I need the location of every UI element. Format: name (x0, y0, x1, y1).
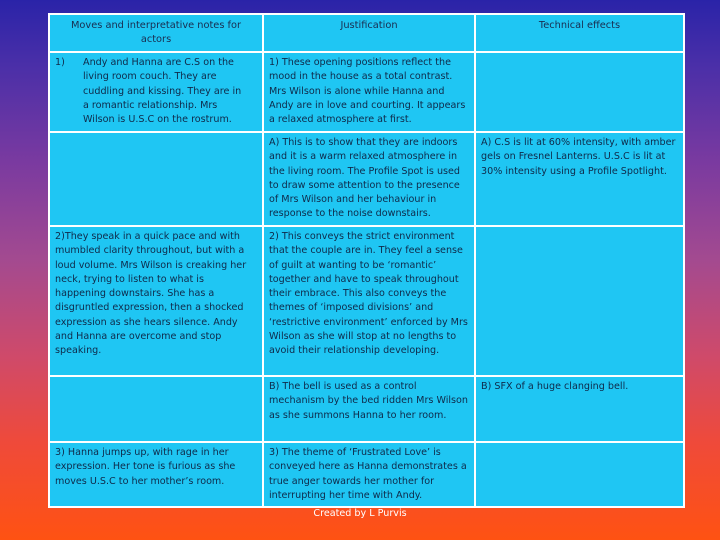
moves-cell: 3) Hanna jumps up, with rage in her expression. Her tone is furious as she moves U.S.C to her mother’s room. (49, 442, 263, 507)
technical-cell: A) C.S is lit at 60% intensity, with amber gels on Fresnel Lanterns. U.S.C is lit at 30% intensity using a Profile Spotlight. (475, 132, 684, 226)
justification-cell: B) The bell is used as a control mechanism by the bed ridden Mrs Wilson as she summons Hanna to her room. (263, 376, 475, 442)
table-row (49, 132, 684, 226)
moves-cell (49, 52, 263, 132)
header-justification: Justification (263, 14, 475, 52)
technical-cell (475, 226, 684, 376)
moves-number: 1) (55, 57, 65, 68)
table-row (49, 226, 684, 376)
header-technical: Technical effects (475, 14, 684, 52)
table-row (49, 376, 684, 442)
justification-cell: 3) The theme of ‘Frustrated Love’ is conveyed here as Hanna demonstrates a true anger towards her mother for interrupting her time with Andy. (263, 442, 475, 507)
table-row (49, 52, 684, 132)
notes-table (48, 13, 685, 508)
justification-cell: A) This is to show that they are indoors and it is a warm relaxed atmosphere in the living room. The Profile Spot is used to draw some attention to the presence of Mrs Wilson and her behaviour in response to the noise downstairs. (263, 132, 475, 226)
header-row (49, 14, 684, 52)
moves-cell (49, 376, 263, 442)
justification-cell: 2) This conveys the strict environment that the couple are in. They feel a sense of guilt at wanting to be ‘romantic’ together and have to speak throughout their embrace. This also conveys the themes of ‘imposed divisions’ and ‘restrictive environment’ enforced by Mrs Wilson as she will stop at no lengths to avoid their relationship developing. (263, 226, 475, 376)
header-moves: Moves and interpretative notes for actors (49, 14, 263, 52)
author-credit: Created by L Purvis (313, 508, 407, 519)
moves-cell (49, 132, 263, 226)
moves-text: Andy and Hanna are C.S on the living room couch. They are cuddling and kissing. They are in a romantic relationship. Mrs Wilson is U.S.C on the rostrum. (83, 57, 242, 126)
moves-cell: 2)They speak in a quick pace and with mumbled clarity throughout, but with a loud volume. Mrs Wilson is creaking her neck, trying to listen to what is happening downstairs. She has a disgruntled expression, then a shocked expression as she hears silence. Andy and Hanna are overcome and stop speaking. (49, 226, 263, 376)
technical-cell: B) SFX of a huge clanging bell. (475, 376, 684, 442)
technical-cell (475, 442, 684, 507)
table-row (49, 442, 684, 507)
justification-cell: 1) These opening positions reflect the mood in the house as a total contrast. Mrs Wilson is alone while Hanna and Andy are in love and courting. It appears a relaxed atmosphere at first. (263, 52, 475, 132)
technical-cell (475, 52, 684, 132)
